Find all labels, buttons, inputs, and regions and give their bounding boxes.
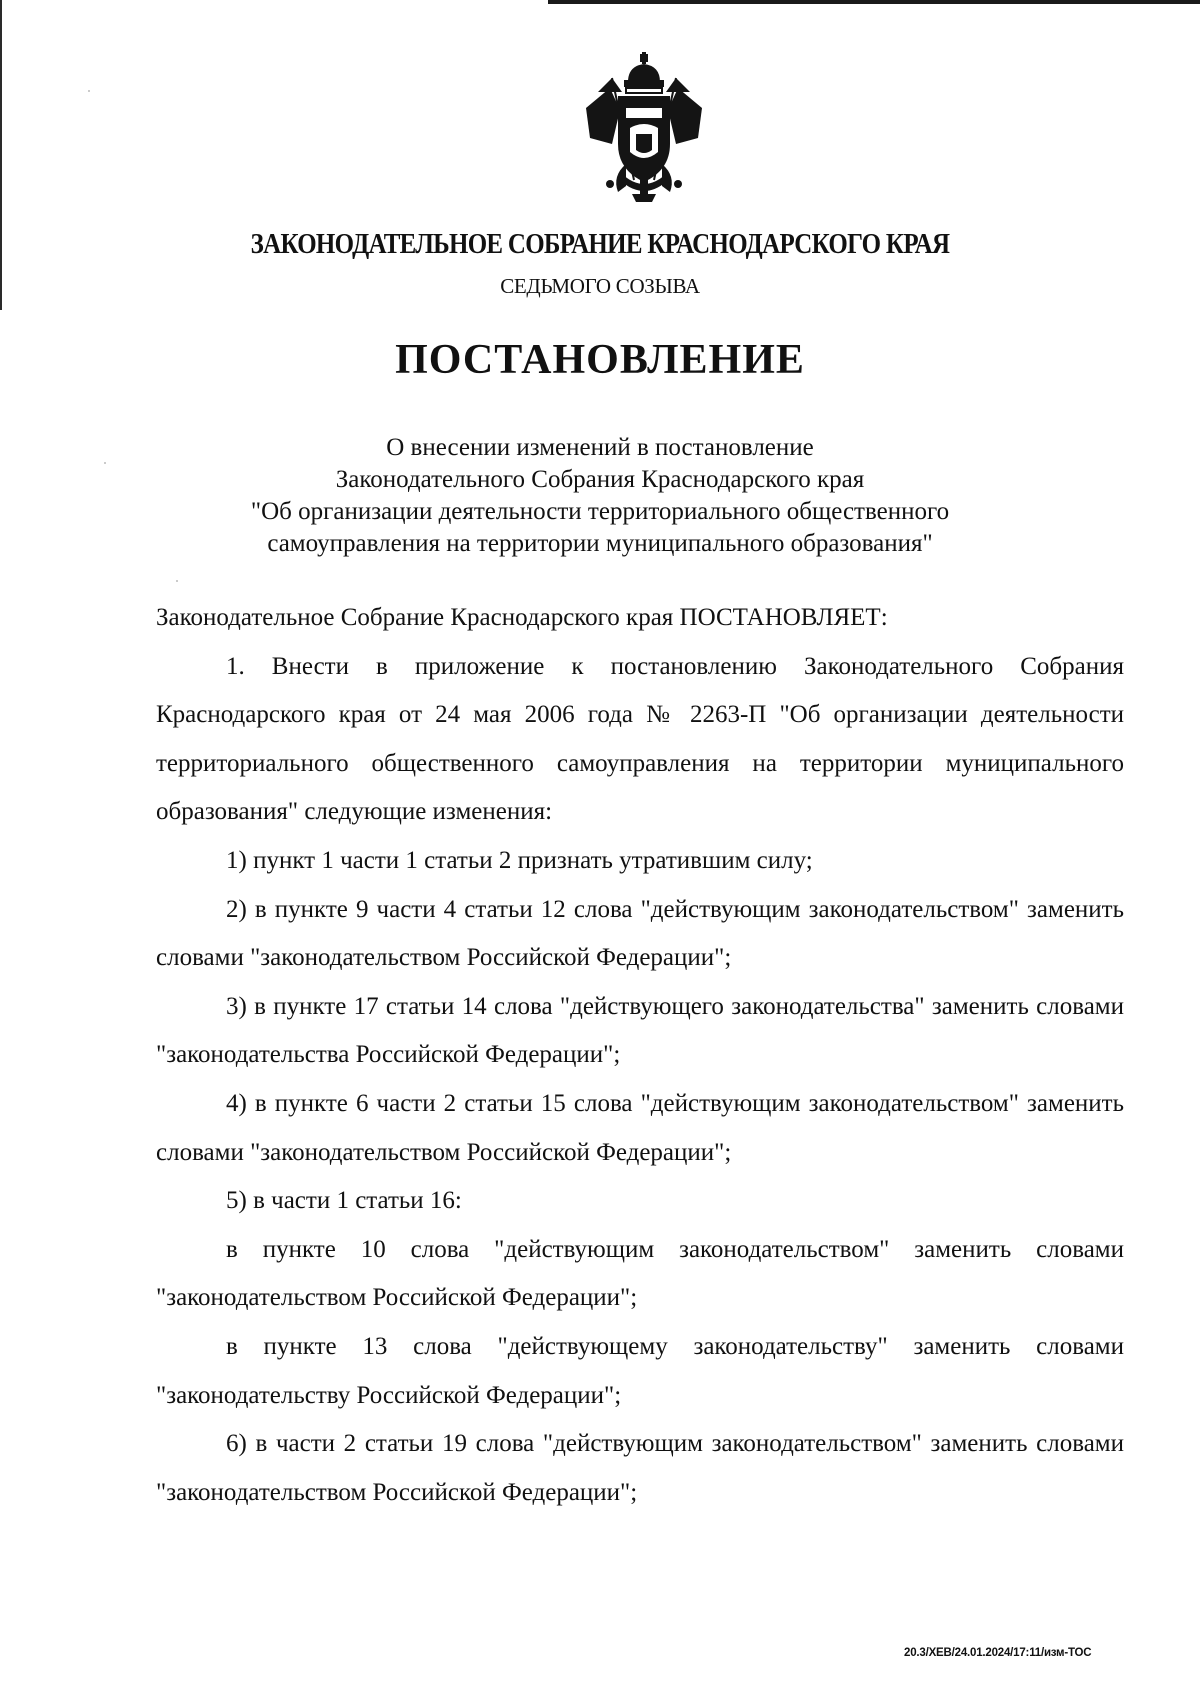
title-line: самоуправления на территории муниципального образования" xyxy=(267,530,933,557)
document-body xyxy=(156,594,1124,1517)
paragraph: 3) в пункте 17 статьи 14 слова "действующего законодательства" заменить словами "законодательства Российской Федерации"; xyxy=(156,992,1124,1069)
paragraph: 1) пункт 1 части 1 статьи 2 признать утратившим силу; xyxy=(226,846,813,874)
title-line: Законодательного Собрания Краснодарского края xyxy=(335,466,865,493)
paragraph: 2) в пункте 9 части 4 статьи 12 слова "действующим законодательством" заменить словами "законодательством Российской Федерации"; xyxy=(156,895,1124,972)
scan-edge xyxy=(0,0,2,310)
document-code: 20.3/ХЕВ/24.01.2024/17:11/изм-ТОС xyxy=(904,1647,1092,1659)
paragraph: 4) в пункте 6 части 2 статьи 15 слова "действующим законодательством" заменить словами "законодательством Российской Федерации"; xyxy=(156,1089,1124,1166)
convocation: СЕДЬМОГО СОЗЫВА xyxy=(500,274,700,298)
paragraph: 1. Внести в приложение к постановлению Законодательного Собрания Краснодарского края от 24 мая 2006 года № 2263-П "Об организации деятельности территориального общественного самоуправления на территории муниципального образования" следующие изменения: xyxy=(156,652,1124,826)
scan-speck xyxy=(176,580,178,582)
document-title xyxy=(0,432,1200,560)
paragraph: в пункте 13 слова "действующему законодательству" заменить словами "законодательству Российской Федерации"; xyxy=(156,1332,1124,1409)
scan-speck xyxy=(88,90,90,92)
scan-edge xyxy=(548,0,1200,4)
preamble: Законодательное Собрание Краснодарского края ПОСТАНОВЛЯЕТ: xyxy=(156,604,888,631)
paragraph: в пункте 10 слова "действующим законодательством" заменить словами "законодательством Российской Федерации"; xyxy=(156,1235,1124,1312)
paragraph: 5) в части 1 статьи 16: xyxy=(226,1187,462,1215)
document-type: ПОСТАНОВЛЕНИЕ xyxy=(395,337,805,383)
title-line: О внесении изменений в постановление xyxy=(386,434,814,461)
title-line: "Об организации деятельности территориального общественного xyxy=(250,498,950,525)
organization-name: ЗАКОНОДАТЕЛЬНОЕ СОБРАНИЕ КРАСНОДАРСКОГО КРАЯ xyxy=(250,228,950,260)
paragraph: 6) в части 2 статьи 19 слова "действующим законодательством" заменить словами "законодательством Российской Федерации"; xyxy=(156,1430,1124,1506)
krasnodar-krai-coat-of-arms-icon xyxy=(582,52,706,204)
